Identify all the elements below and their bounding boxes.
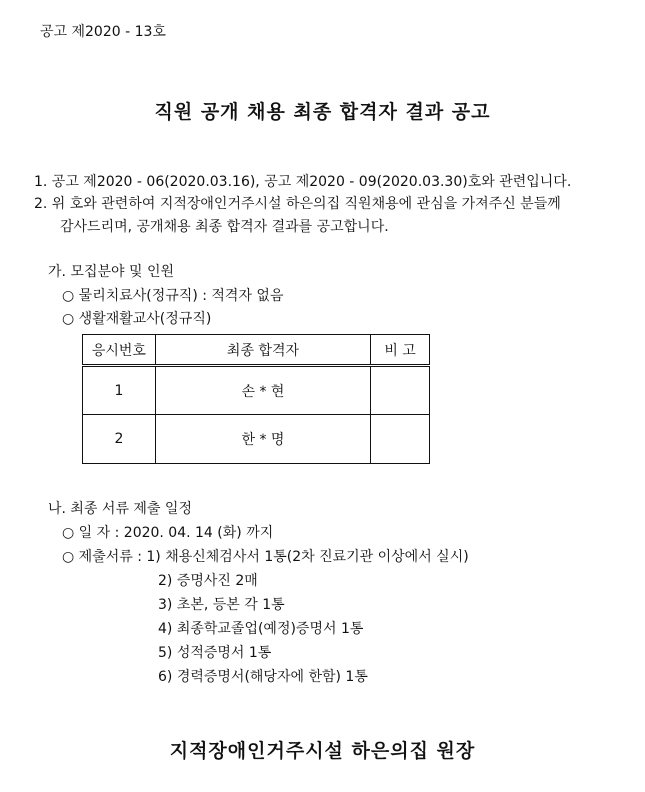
documents-item-1: ○ 제출서류 : 1) 채용신체검사서 1통(2차 진료기관 이상에서 실시) (62, 549, 469, 565)
header-final-passer: 최종 합격자 (155, 335, 370, 366)
notice-number: 공고 제2020 - 13호 (40, 24, 166, 40)
cell-passer-name: 한 * 명 (155, 415, 370, 464)
cell-passer-name: 손 * 현 (155, 366, 370, 415)
cell-remarks (371, 415, 430, 464)
documents-item-3: 3) 초본, 등본 각 1통 (158, 597, 285, 613)
submission-date: ○ 일 자 : 2020. 04. 14 (화) 까지 (62, 525, 274, 541)
documents-item-4: 4) 최종학교졸업(예정)증명서 1통 (158, 621, 364, 637)
cell-remarks (371, 366, 430, 415)
table-row (83, 415, 430, 464)
cell-applicant-no: 1 (83, 366, 156, 415)
paragraph-2-line-2: 감사드리며, 공개채용 최종 합격자 결과를 공고합니다. (60, 219, 389, 235)
table-header-row (83, 335, 430, 366)
header-applicant-no: 응시번호 (83, 335, 156, 366)
header-remarks: 비 고 (371, 335, 430, 366)
issuer-signature: 지적장애인거주시설 하은의집 원장 (169, 740, 476, 762)
documents-item-6: 6) 경력증명서(해당자에 한함) 1통 (158, 669, 368, 685)
table-row (83, 366, 430, 415)
documents-item-5: 5) 성적증명서 1통 (158, 645, 272, 661)
cell-applicant-no: 2 (83, 415, 156, 464)
page-title: 직원 공개 채용 최종 합격자 결과 공고 (154, 101, 491, 123)
position-care-teacher: ○ 생활재활교사(정규직) (62, 311, 212, 327)
section-a-heading: 가. 모집분야 및 인원 (48, 264, 174, 280)
result-table (82, 334, 430, 464)
paragraph-1: 1. 공고 제2020 - 06(2020.03.16), 공고 제2020 - 09(2020.03.30)호와 관련입니다. (34, 174, 572, 190)
documents-item-2: 2) 증명사진 2매 (158, 573, 258, 589)
position-physical-therapist: ○ 물리치료사(정규직) : 적격자 없음 (62, 288, 284, 304)
section-b-heading: 나. 최종 서류 제출 일정 (48, 501, 192, 517)
paragraph-2-line-1: 2. 위 호와 관련하여 지적장애인거주시설 하은의집 직원채용에 관심을 가져주신 분들께 (34, 196, 561, 212)
